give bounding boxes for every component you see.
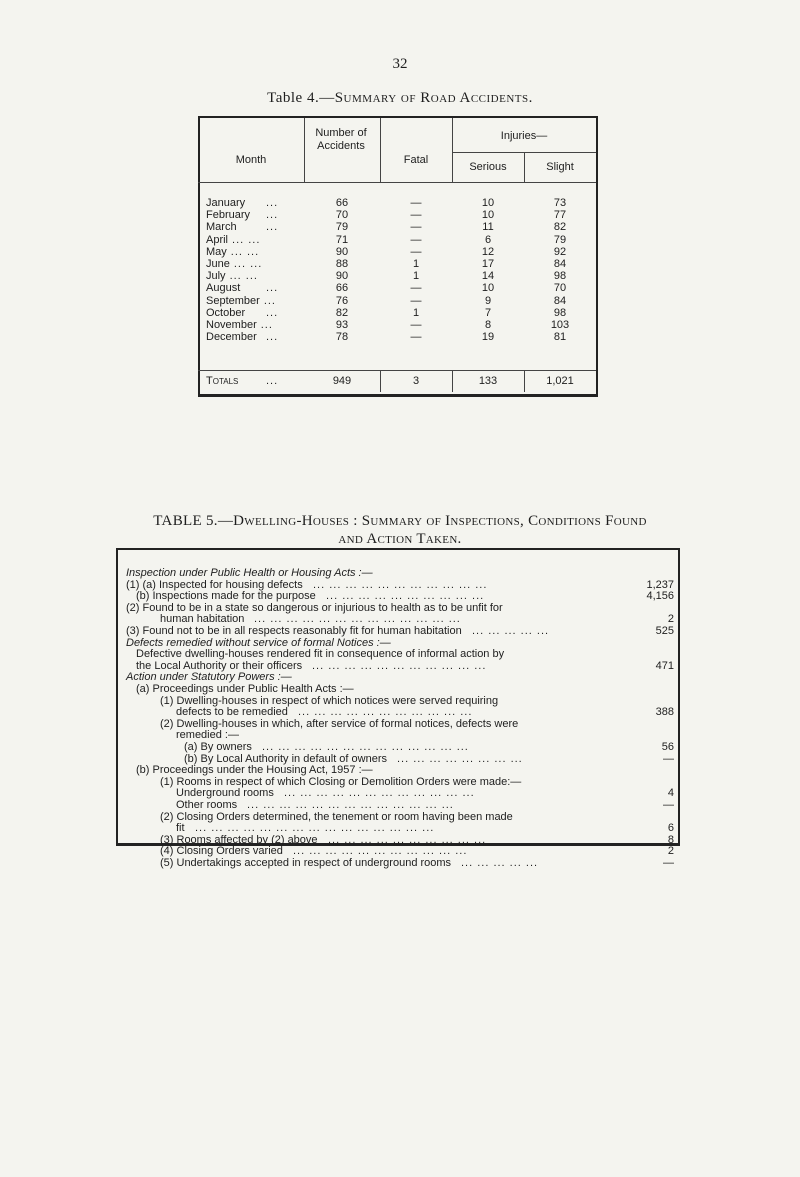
table4-divider [304, 118, 305, 182]
fatal-cell: 1 [412, 258, 420, 270]
table5-line-text: (2) Closing Orders determined, the tenement or room having been made [160, 811, 513, 823]
accidents-cell: 78 [335, 331, 349, 343]
leader-dots: ... ... ... ... ... ... ... ... ... ... ... ... ... [262, 741, 469, 753]
leader-dots: ... ... ... ... ... ... ... ... ... ... ... [312, 660, 487, 672]
table5-line-value: 1,237 [646, 579, 674, 591]
table5-line-value: — [663, 857, 674, 869]
month-label: June [206, 258, 230, 270]
totals-slight: 1,021 [546, 375, 574, 387]
totals-label: Totals [206, 375, 239, 387]
table5-title [0, 512, 800, 548]
table5-line-value: 4 [667, 787, 674, 799]
month-cell: August ... [206, 282, 279, 294]
serious-cell: 10 [481, 197, 495, 209]
slight-cell: 70 [553, 282, 567, 294]
table5-line-text: (b) Proceedings under the Housing Act, 1957 :— [136, 764, 373, 776]
table5-line-value: 6 [667, 822, 674, 834]
table5-line-value: 388 [655, 706, 674, 718]
table5-line-text: Action under Statutory Powers :— [126, 671, 292, 683]
table5-line-value: 4,156 [646, 590, 674, 602]
leader-dots: ... ... ... ... ... ... ... ... ... ... ... ... ... ... ... [195, 822, 435, 834]
leader-dots: ... ... ... ... ... ... ... ... ... ... ... ... ... [247, 799, 454, 811]
table5-line-text: Underground rooms [176, 787, 274, 799]
month-cell: March ... [206, 221, 279, 233]
table5-line-value: — [663, 753, 674, 765]
month-cell: July ... ... [206, 270, 258, 282]
serious-cell: 6 [484, 234, 492, 246]
leader-dots: ... ... ... ... ... ... ... ... ... ... ... [313, 579, 488, 591]
table5-line-text: (3) Rooms affected by (2) above [160, 834, 318, 846]
totals-accidents: 949 [332, 375, 352, 387]
month-cell: September ... [206, 295, 276, 307]
table5-line-text: defects to be remedied [176, 706, 288, 718]
fatal-cell: — [410, 319, 422, 331]
accidents-cell: 90 [335, 270, 349, 282]
fatal-cell: 1 [412, 307, 420, 319]
accidents-cell: 88 [335, 258, 349, 270]
fatal-cell: — [410, 209, 422, 221]
leader-dots: ... ... ... ... ... ... ... ... ... ... [326, 590, 485, 602]
table5-line-value: 8 [667, 834, 674, 846]
table5-title-line1 [0, 512, 800, 530]
fatal-cell: 1 [412, 270, 420, 282]
month-label: September [206, 295, 260, 307]
month-label: February [206, 209, 251, 221]
table5-title-line2: and Action Taken. [338, 531, 462, 547]
serious-cell: 8 [484, 319, 492, 331]
table5-line-text: Defective dwelling-houses rendered fit in consequence of informal action by [136, 648, 505, 660]
month-label: July [206, 270, 226, 282]
totals-serious: 133 [478, 375, 498, 387]
slight-cell: 73 [553, 197, 567, 209]
month-cell: April ... ... [206, 234, 261, 246]
month-label: December [206, 331, 257, 343]
month-cell: June ... ... [206, 258, 263, 270]
totals-label-cell: Totals ... [206, 375, 279, 387]
table5-line-text: (2) Dwelling-houses in which, after service of formal notices, defects were [160, 718, 519, 730]
leader-dots: ... ... ... ... ... [472, 625, 550, 637]
table4-title-rest: Summary of Road Accidents. [334, 90, 533, 106]
accidents-cell: 70 [335, 209, 349, 221]
leader-dots: ... ... ... ... ... ... ... ... ... ... [328, 834, 487, 846]
month-cell: February ... [206, 209, 279, 221]
fatal-cell: — [410, 221, 422, 233]
slight-cell: 92 [553, 246, 567, 258]
serious-cell: 10 [481, 209, 495, 221]
table5-line-text: (a) Proceedings under Public Health Acts :— [136, 683, 354, 695]
fatal-cell: — [410, 282, 422, 294]
month-label: August [206, 282, 241, 294]
month-cell: November ... [206, 319, 273, 331]
table5-line-text: (2) Found to be in a state so dangerous or injurious to health as to be unfit for [126, 602, 503, 614]
accidents-cell: 90 [335, 246, 349, 258]
table5-line-value: 2 [667, 845, 674, 857]
serious-cell: 9 [484, 295, 492, 307]
table5-line-text: (3) Found not to be in all respects reasonably fit for human habitation [126, 625, 462, 637]
table5-line-text: (1) Rooms in respect of which Closing or Demolition Orders were made:— [160, 776, 522, 788]
serious-cell: 19 [481, 331, 495, 343]
serious-cell: 12 [481, 246, 495, 258]
table5-title-prefix: TABLE 5.— [153, 513, 234, 529]
table5-line-value: 471 [655, 660, 674, 672]
accidents-cell: 79 [335, 221, 349, 233]
road-accidents-table [198, 116, 598, 397]
table5-line-value: 2 [667, 613, 674, 625]
month-cell: January ... [206, 197, 279, 209]
header-month: Month [235, 154, 267, 166]
table4-title [0, 90, 800, 107]
serious-cell: 7 [484, 307, 492, 319]
slight-cell: 81 [553, 331, 567, 343]
month-label: May [206, 246, 227, 258]
table4-divider [380, 118, 381, 182]
table5-line-text: Other rooms [176, 799, 238, 811]
table5-line [118, 857, 678, 870]
slight-cell: 82 [553, 221, 567, 233]
table4-rule [198, 370, 596, 371]
table5-line-text: (b) Inspections made for the purpose [136, 590, 316, 602]
leader-dots: ... ... ... ... ... ... ... ... ... ... ... ... ... [254, 613, 461, 625]
table5-line-text: Inspection under Public Health or Housing Acts :— [126, 567, 373, 579]
table5-line-value: 525 [655, 625, 674, 637]
table5-line-value: 56 [661, 741, 674, 753]
slight-cell: 98 [553, 307, 567, 319]
month-cell: December ... [206, 331, 279, 343]
leader-dots: ... ... ... ... ... ... ... ... ... ... ... [293, 845, 468, 857]
header-injuries: Injuries— [500, 130, 548, 142]
page-number: 32 [392, 56, 408, 72]
leader-dots: ... ... ... ... ... ... ... ... ... ... ... [298, 706, 473, 718]
accidents-cell: 82 [335, 307, 349, 319]
table5-line-text: (a) By owners [184, 741, 252, 753]
table5-line-text: remedied :— [176, 729, 239, 741]
dwelling-houses-table [116, 548, 680, 869]
table5-line-text: (b) By Local Authority in default of owners [184, 753, 387, 765]
table5-line-text: the Local Authority or their officers [136, 660, 303, 672]
slight-cell: 79 [553, 234, 567, 246]
header-serious: Serious [469, 161, 507, 173]
table4-title-prefix: Table 4.— [267, 90, 335, 106]
table5-line-value: — [663, 799, 674, 811]
table5-title-rest: Dwelling-Houses : Summary of Inspections, Conditions Found [233, 513, 647, 529]
serious-cell: 17 [481, 258, 495, 270]
table4-rule [452, 152, 596, 153]
month-label: April [206, 234, 229, 246]
month-label: March [206, 221, 237, 233]
serious-cell: 11 [482, 221, 494, 233]
fatal-cell: — [410, 234, 422, 246]
slight-cell: 84 [553, 258, 567, 270]
slight-cell: 103 [550, 319, 570, 331]
header-slight: Slight [546, 161, 574, 173]
slight-cell: 98 [553, 270, 567, 282]
leader-dots: ... ... ... ... ... ... ... ... [397, 753, 523, 765]
accidents-cell: 71 [335, 234, 349, 246]
leader-dots: ... ... ... ... ... ... ... ... ... ... ... ... [284, 787, 475, 799]
serious-cell: 10 [481, 282, 495, 294]
table4-rule [198, 182, 596, 183]
accidents-cell: 66 [335, 282, 349, 294]
totals-fatal: 3 [412, 375, 420, 387]
header-accidents: Number of Accidents [315, 127, 367, 152]
fatal-cell: — [410, 331, 422, 343]
accidents-cell: 76 [335, 295, 349, 307]
accidents-cell: 93 [335, 319, 349, 331]
slight-cell: 84 [553, 295, 567, 307]
table5-line-text: Defects remedied without service of formal Notices :— [126, 637, 391, 649]
table5-line-text: (4) Closing Orders varied [160, 845, 283, 857]
serious-cell: 14 [481, 270, 495, 282]
month-cell: October ... [206, 307, 279, 319]
fatal-cell: — [410, 197, 422, 209]
month-label: November [206, 319, 257, 331]
accidents-cell: 66 [335, 197, 349, 209]
fatal-cell: — [410, 246, 422, 258]
table5-line-text: (1) Dwelling-houses in respect of which notices were served requiring [160, 695, 499, 707]
table5-line-text: fit [176, 822, 185, 834]
table5-line-text: (5) Undertakings accepted in respect of underground rooms [160, 857, 452, 869]
fatal-cell: — [410, 295, 422, 307]
table5-line-text: human habitation [160, 613, 245, 625]
month-label: January [206, 197, 246, 209]
month-cell: May ... ... [206, 246, 260, 258]
table5-line-text: (1) (a) Inspected for housing defects [126, 579, 303, 591]
leader-dots: ... ... ... ... ... [461, 857, 539, 869]
month-label: October [206, 307, 246, 319]
header-fatal: Fatal [403, 154, 429, 166]
slight-cell: 77 [553, 209, 567, 221]
